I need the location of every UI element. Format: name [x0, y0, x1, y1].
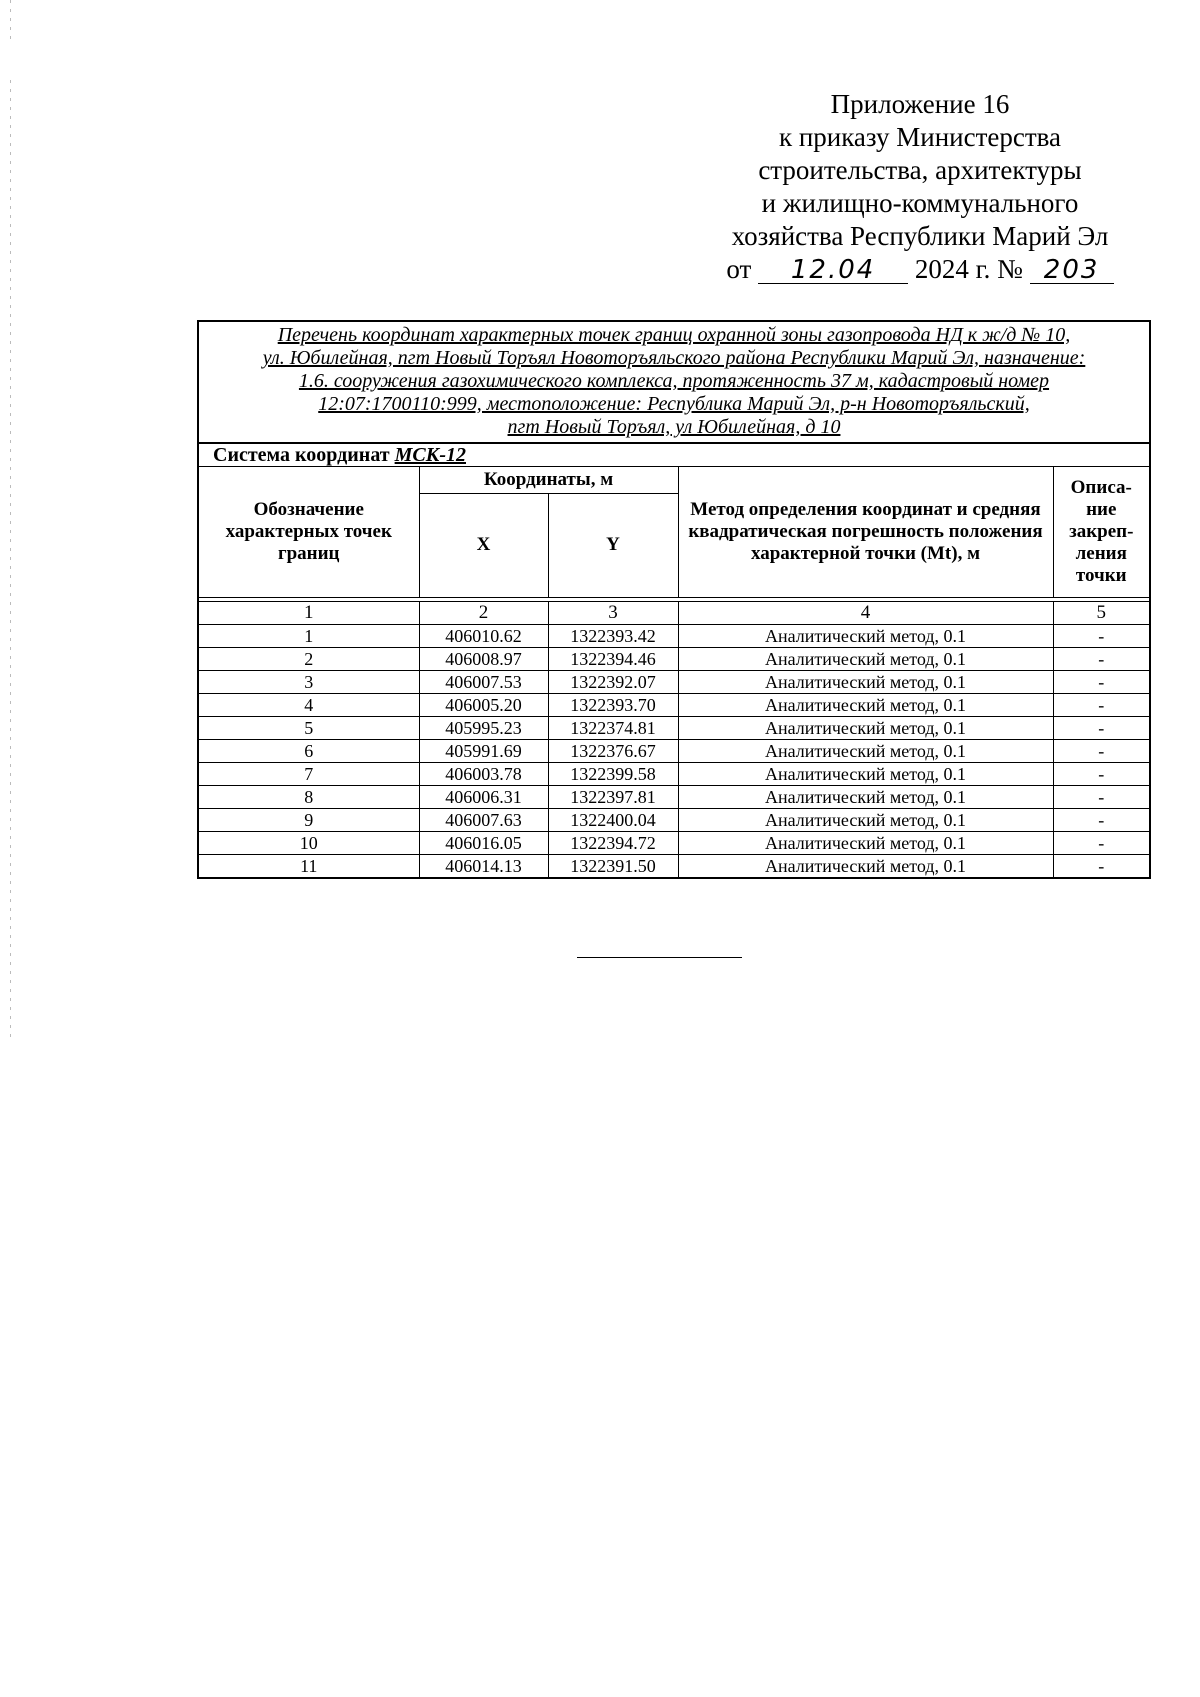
- method: Аналитический метод, 0.1: [678, 647, 1053, 670]
- point-id: 9: [199, 808, 419, 831]
- point-id: 4: [199, 693, 419, 716]
- coord-x: 406010.62: [419, 624, 548, 647]
- fixing-description: -: [1053, 739, 1149, 762]
- header-line-2: к приказу Министерства: [778, 122, 1062, 152]
- coord-x: 406003.78: [419, 762, 548, 785]
- coord-x: 405991.69: [419, 739, 548, 762]
- table-row: [199, 785, 1149, 808]
- coord-y: 1322399.58: [548, 762, 678, 785]
- table-row: [199, 762, 1149, 785]
- column-number: 2: [419, 602, 548, 625]
- fixing-description: -: [1053, 785, 1149, 808]
- coord-x: 406005.20: [419, 693, 548, 716]
- coord-x: 406006.31: [419, 785, 548, 808]
- title-line-1: Перечень координат характерных точек границ охранной зоны газопровода НД к ж/д № 10,: [277, 324, 1071, 346]
- title-line-2: ул. Юбилейная, пгт Новый Торъял Новоторъяльского района Республики Марий Эл, назначение:: [262, 347, 1086, 369]
- table-row: [199, 647, 1149, 670]
- fixing-description: -: [1053, 854, 1149, 877]
- coord-y: 1322391.50: [548, 854, 678, 877]
- header-y: Y: [548, 493, 678, 597]
- coord-y: 1322393.70: [548, 693, 678, 716]
- point-id: 8: [199, 785, 419, 808]
- document-title: [199, 322, 1149, 444]
- point-id: 5: [199, 716, 419, 739]
- coord-y: 1322394.46: [548, 647, 678, 670]
- coord-x: 405995.23: [419, 716, 548, 739]
- coord-y: 1322374.81: [548, 716, 678, 739]
- column-number: 1: [199, 602, 419, 625]
- date-prefix: от: [726, 254, 752, 284]
- order-date-handwritten: 12.04: [790, 255, 876, 285]
- coordinates-table: [199, 602, 1149, 877]
- scan-edge-top: [10, 0, 11, 40]
- fixing-description: -: [1053, 624, 1149, 647]
- fixing-description: -: [1053, 647, 1149, 670]
- header-designation: Обозначение характерных точек границ: [199, 467, 419, 597]
- order-year: 2024 г. №: [914, 254, 1023, 284]
- fixing-description: -: [1053, 831, 1149, 854]
- header-coordinates: Координаты, м: [419, 467, 678, 493]
- table-row: [199, 854, 1149, 877]
- end-of-document-rule: [577, 957, 742, 958]
- coordinate-system-value: МСК-12: [394, 444, 466, 466]
- method: Аналитический метод, 0.1: [678, 670, 1053, 693]
- point-id: 7: [199, 762, 419, 785]
- method: Аналитический метод, 0.1: [678, 762, 1053, 785]
- header-line-1: Приложение 16: [830, 89, 1010, 119]
- title-line-4: 12:07:1700110:999, местоположение: Республика Марий Эл, р-н Новоторъяльский,: [318, 393, 1030, 415]
- header-line-5: хозяйства Республики Марий Эл: [731, 221, 1109, 251]
- method: Аналитический метод, 0.1: [678, 624, 1053, 647]
- coordinate-system: [199, 444, 1149, 467]
- point-id: 10: [199, 831, 419, 854]
- coord-y: 1322400.04: [548, 808, 678, 831]
- column-number: 5: [1053, 602, 1149, 625]
- coord-y: 1322394.72: [548, 831, 678, 854]
- method: Аналитический метод, 0.1: [678, 716, 1053, 739]
- column-number: 3: [548, 602, 678, 625]
- order-date-line: [690, 253, 1150, 286]
- scan-edge: [10, 80, 11, 1040]
- title-line-5: пгт Новый Торъял, ул Юбилейная, д 10: [507, 416, 841, 438]
- coordinate-system-label: Система координат: [213, 444, 390, 466]
- table-row: [199, 808, 1149, 831]
- coord-x: 406007.53: [419, 670, 548, 693]
- coord-x: 406016.05: [419, 831, 548, 854]
- coord-y: 1322397.81: [548, 785, 678, 808]
- point-id: 2: [199, 647, 419, 670]
- order-number-handwritten: 203: [1043, 255, 1100, 285]
- fixing-description: -: [1053, 670, 1149, 693]
- order-number-field: [1030, 256, 1114, 284]
- method: Аналитический метод, 0.1: [678, 693, 1053, 716]
- table-row: [199, 716, 1149, 739]
- title-line-3: 1.6. сооружения газохимического комплекса, протяженность 37 м, кадастровый номер: [298, 370, 1050, 392]
- coord-x: 406007.63: [419, 808, 548, 831]
- coord-x: 406014.13: [419, 854, 548, 877]
- coordinates-frame: [197, 320, 1151, 879]
- point-id: 1: [199, 624, 419, 647]
- point-id: 3: [199, 670, 419, 693]
- point-id: 6: [199, 739, 419, 762]
- method: Аналитический метод, 0.1: [678, 785, 1053, 808]
- column-number-row: [199, 602, 1149, 625]
- method: Аналитический метод, 0.1: [678, 808, 1053, 831]
- fixing-description: -: [1053, 762, 1149, 785]
- order-date-field: [758, 256, 908, 284]
- column-number: 4: [678, 602, 1053, 625]
- table-row: [199, 693, 1149, 716]
- coord-y: 1322393.42: [548, 624, 678, 647]
- fixing-description: -: [1053, 693, 1149, 716]
- coord-y: 1322392.07: [548, 670, 678, 693]
- table-row: [199, 831, 1149, 854]
- header-line-3: строительства, архитектуры: [758, 155, 1082, 185]
- table-row: [199, 670, 1149, 693]
- coord-y: 1322376.67: [548, 739, 678, 762]
- method: Аналитический метод, 0.1: [678, 831, 1053, 854]
- method: Аналитический метод, 0.1: [678, 739, 1053, 762]
- appendix-header: [690, 88, 1150, 286]
- table-row: [199, 739, 1149, 762]
- table-row: [199, 624, 1149, 647]
- fixing-description: -: [1053, 716, 1149, 739]
- table-header: [199, 467, 1149, 598]
- point-id: 11: [199, 854, 419, 877]
- coord-x: 406008.97: [419, 647, 548, 670]
- header-line-4: и жилищно-коммунального: [761, 188, 1079, 218]
- fixing-description: -: [1053, 808, 1149, 831]
- header-description: Описа- ние закреп- ления точки: [1053, 467, 1149, 597]
- header-x: X: [419, 493, 548, 597]
- method: Аналитический метод, 0.1: [678, 854, 1053, 877]
- header-method: Метод определения координат и средняя квадратическая погрешность положения характерной точки (Mt), м: [678, 467, 1053, 597]
